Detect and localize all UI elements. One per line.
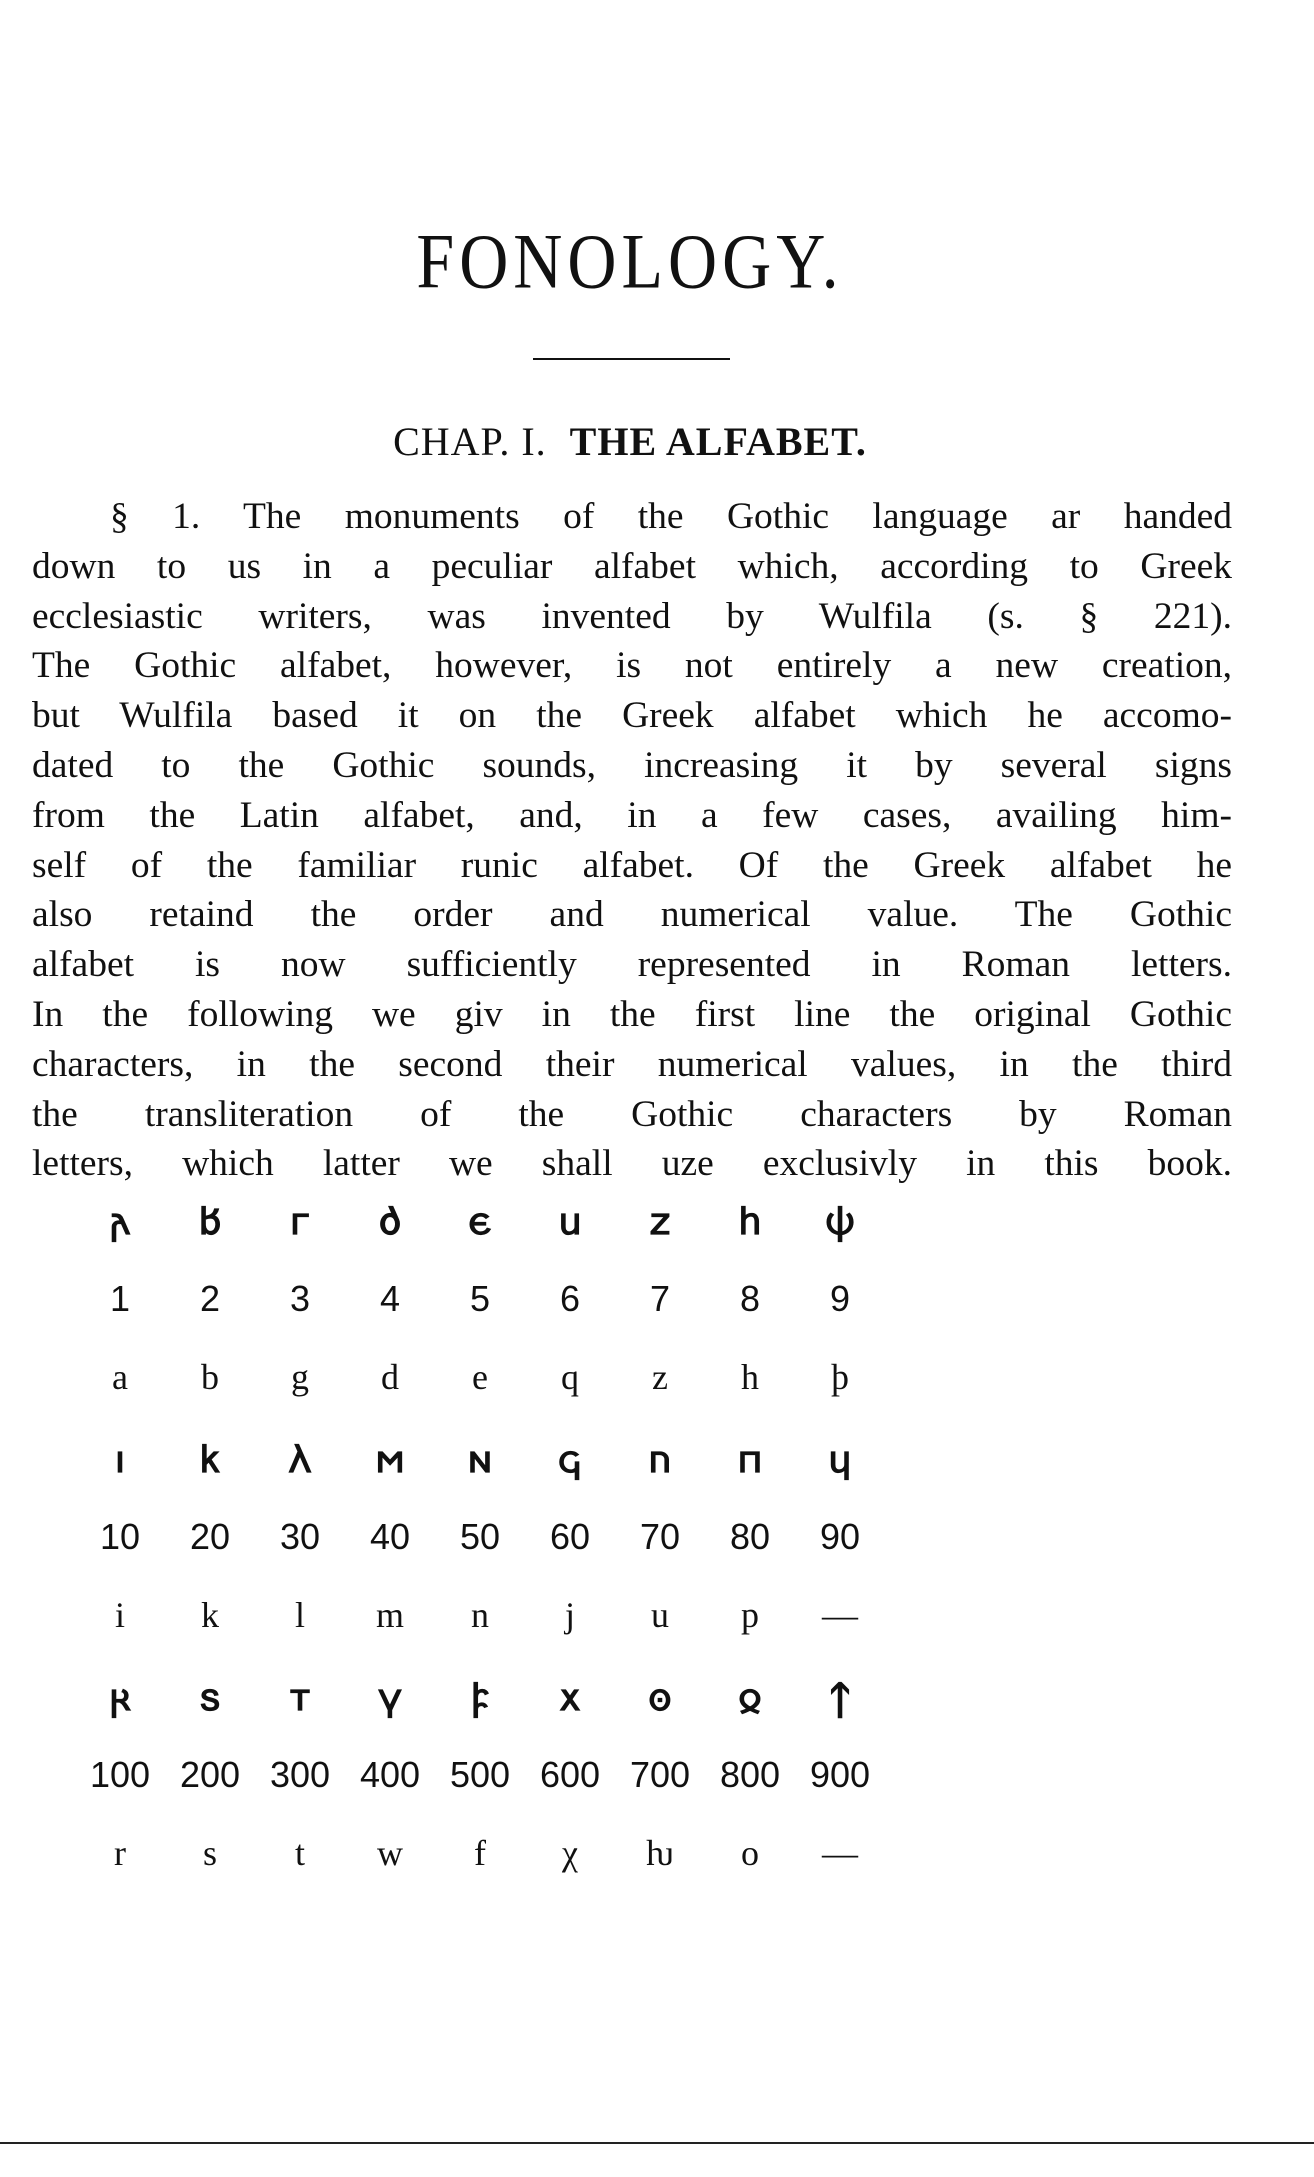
chapter-title: THE ALFABET. (569, 419, 867, 464)
roman-letter: r (114, 1833, 126, 1873)
paragraph-line: down to us in a peculiar alfabet which, according to Greek (32, 545, 1232, 587)
roman-letter: þ (831, 1357, 849, 1397)
roman-letter: z (652, 1357, 668, 1397)
gothic-glyph: 𐌳 (379, 1201, 401, 1243)
roman-letter: χ (562, 1833, 578, 1873)
gothic-glyph: 𐌰 (109, 1201, 131, 1243)
gothic-glyph: 𐍅 (377, 1677, 403, 1719)
numeric-value: 2 (199, 1278, 221, 1319)
paragraph-line: but Wulfila based it on the Greek alfabet which he accomo- (32, 695, 1232, 737)
numeric-value: 200 (179, 1754, 241, 1795)
paragraph-line: characters, in the second their numerical values, in the third (32, 1043, 1232, 1085)
numeric-value-row (60, 1754, 1220, 1832)
roman-letter: — (822, 1595, 858, 1635)
numeric-value: 5 (469, 1278, 491, 1319)
gothic-glyph: 𐍆 (471, 1677, 489, 1719)
paragraph-line: The Gothic alfabet, however, is not entirely a new creation, (32, 645, 1232, 687)
roman-letter: w (377, 1833, 403, 1873)
paragraph-line: from the Latin alfabet, and, in a few cases, availing him- (32, 794, 1232, 836)
transliteration-row (60, 1594, 1220, 1674)
roman-letter: l (294, 1595, 305, 1635)
numeric-value: 900 (809, 1754, 871, 1795)
gothic-glyph: 𐌴 (468, 1201, 492, 1243)
gothic-glyph: 𐍁 (829, 1439, 851, 1481)
paragraph (32, 492, 1232, 1189)
numeric-value: 80 (729, 1516, 771, 1557)
numeric-value: 1 (109, 1278, 131, 1319)
roman-letter: q (561, 1357, 579, 1397)
roman-letter: e (472, 1357, 488, 1397)
gothic-glyph: 𐍂 (109, 1677, 131, 1719)
paragraph-line: ecclesiastic writers, was invented by Wulfila (s. § 221). (32, 595, 1232, 637)
chapter-number: CHAP. I. (393, 419, 547, 464)
gothic-glyph: 𐍇 (559, 1677, 581, 1719)
roman-letter: n (471, 1595, 489, 1635)
roman-letter: a (112, 1357, 128, 1397)
gothic-glyph: 𐌼 (375, 1439, 405, 1481)
title-divider (533, 358, 730, 360)
roman-letter: u (651, 1595, 669, 1635)
gothic-glyph: 𐍀 (738, 1439, 762, 1481)
numeric-value-row (60, 1278, 1220, 1356)
roman-letter: f (474, 1833, 486, 1873)
gothic-alphabet-table (60, 1200, 1220, 1912)
numeric-value: 600 (539, 1754, 601, 1795)
paragraph-line: the transliteration of the Gothic characters by Roman (32, 1093, 1232, 1135)
numeric-value: 100 (89, 1754, 151, 1795)
gothic-glyph: 𐌿 (648, 1439, 672, 1481)
numeric-value: 50 (459, 1516, 501, 1557)
roman-letter: b (201, 1357, 219, 1397)
numeric-value: 70 (639, 1516, 681, 1557)
chapter-heading (0, 418, 1260, 465)
gothic-glyph: 𐌽 (468, 1439, 492, 1481)
numeric-value: 20 (189, 1516, 231, 1557)
roman-letter: j (564, 1595, 575, 1635)
gothic-glyph: 𐌶 (650, 1201, 670, 1243)
roman-letter: s (202, 1833, 217, 1873)
roman-letter: k (201, 1595, 219, 1635)
alphabet-group (60, 1676, 1220, 1912)
numeric-value: 500 (449, 1754, 511, 1795)
numeric-value: 6 (559, 1278, 581, 1319)
roman-letter: h (741, 1357, 759, 1397)
gothic-glyph: 𐍃 (200, 1677, 220, 1719)
numeric-value: 3 (289, 1278, 311, 1319)
numeric-value: 7 (649, 1278, 671, 1319)
gothic-glyph: 𐍈 (648, 1677, 672, 1719)
gothic-glyph: 𐍉 (738, 1677, 762, 1719)
roman-letter: d (381, 1357, 399, 1397)
numeric-value: 60 (549, 1516, 591, 1557)
numeric-value: 10 (99, 1516, 141, 1557)
paragraph-line: In the following we giv in the first line the original Gothic (32, 993, 1232, 1035)
gothic-glyph: 𐌾 (558, 1439, 582, 1481)
gothic-glyph-row (60, 1438, 1220, 1516)
numeric-value: 30 (279, 1516, 321, 1557)
numeric-value: 400 (359, 1754, 421, 1795)
numeric-value-row (60, 1516, 1220, 1594)
numeric-value: 800 (719, 1754, 781, 1795)
roman-letter: — (822, 1833, 858, 1873)
page-title: FONOLOGY. (416, 217, 844, 305)
roman-letter: ƕ (646, 1833, 674, 1873)
paragraph-line: dated to the Gothic sounds, increasing it by several signs (32, 744, 1232, 786)
gothic-glyph: 𐌻 (288, 1439, 312, 1481)
roman-letter: t (294, 1833, 305, 1873)
gothic-glyph: 𐌲 (290, 1201, 310, 1243)
transliteration-row (60, 1832, 1220, 1912)
numeric-value: 300 (269, 1754, 331, 1795)
gothic-glyph: 𐍊 (830, 1677, 850, 1719)
alphabet-group (60, 1438, 1220, 1674)
gothic-glyph: 𐌵 (558, 1201, 582, 1243)
gothic-glyph: 𐌸 (825, 1201, 855, 1243)
roman-letter: p (741, 1595, 759, 1635)
paragraph-line: § 1. The monuments of the Gothic language ar handed (110, 496, 1232, 537)
gothic-glyph: 𐌷 (738, 1201, 762, 1243)
roman-letter: i (114, 1595, 125, 1635)
numeric-value: 700 (629, 1754, 691, 1795)
transliteration-row (60, 1356, 1220, 1436)
numeric-value: 9 (829, 1278, 851, 1319)
roman-letter: o (741, 1833, 759, 1873)
numeric-value: 4 (379, 1278, 401, 1319)
gothic-glyph-row (60, 1200, 1220, 1278)
roman-letter: g (291, 1357, 309, 1397)
numeric-value: 40 (369, 1516, 411, 1557)
alphabet-group (60, 1200, 1220, 1436)
gothic-glyph: 𐌱 (199, 1201, 221, 1243)
page-bottom-rule (0, 2142, 1314, 2144)
numeric-value: 8 (739, 1278, 761, 1319)
roman-letter: m (375, 1595, 404, 1635)
paragraph-line: letters, which latter we shall uze exclusivly in this book. (32, 1143, 1232, 1185)
gothic-glyph: 𐍄 (289, 1677, 311, 1719)
gothic-glyph: 𐌺 (199, 1439, 221, 1481)
gothic-glyph: 𐌹 (115, 1439, 125, 1481)
paragraph-line: self of the familiar runic alfabet. Of the Greek alfabet he (32, 844, 1232, 886)
gothic-glyph-row (60, 1676, 1220, 1754)
paragraph-line: alfabet is now sufficiently represented in Roman letters. (32, 944, 1232, 986)
numeric-value: 90 (819, 1516, 861, 1557)
paragraph-line: also retaind the order and numerical value. The Gothic (32, 894, 1232, 936)
